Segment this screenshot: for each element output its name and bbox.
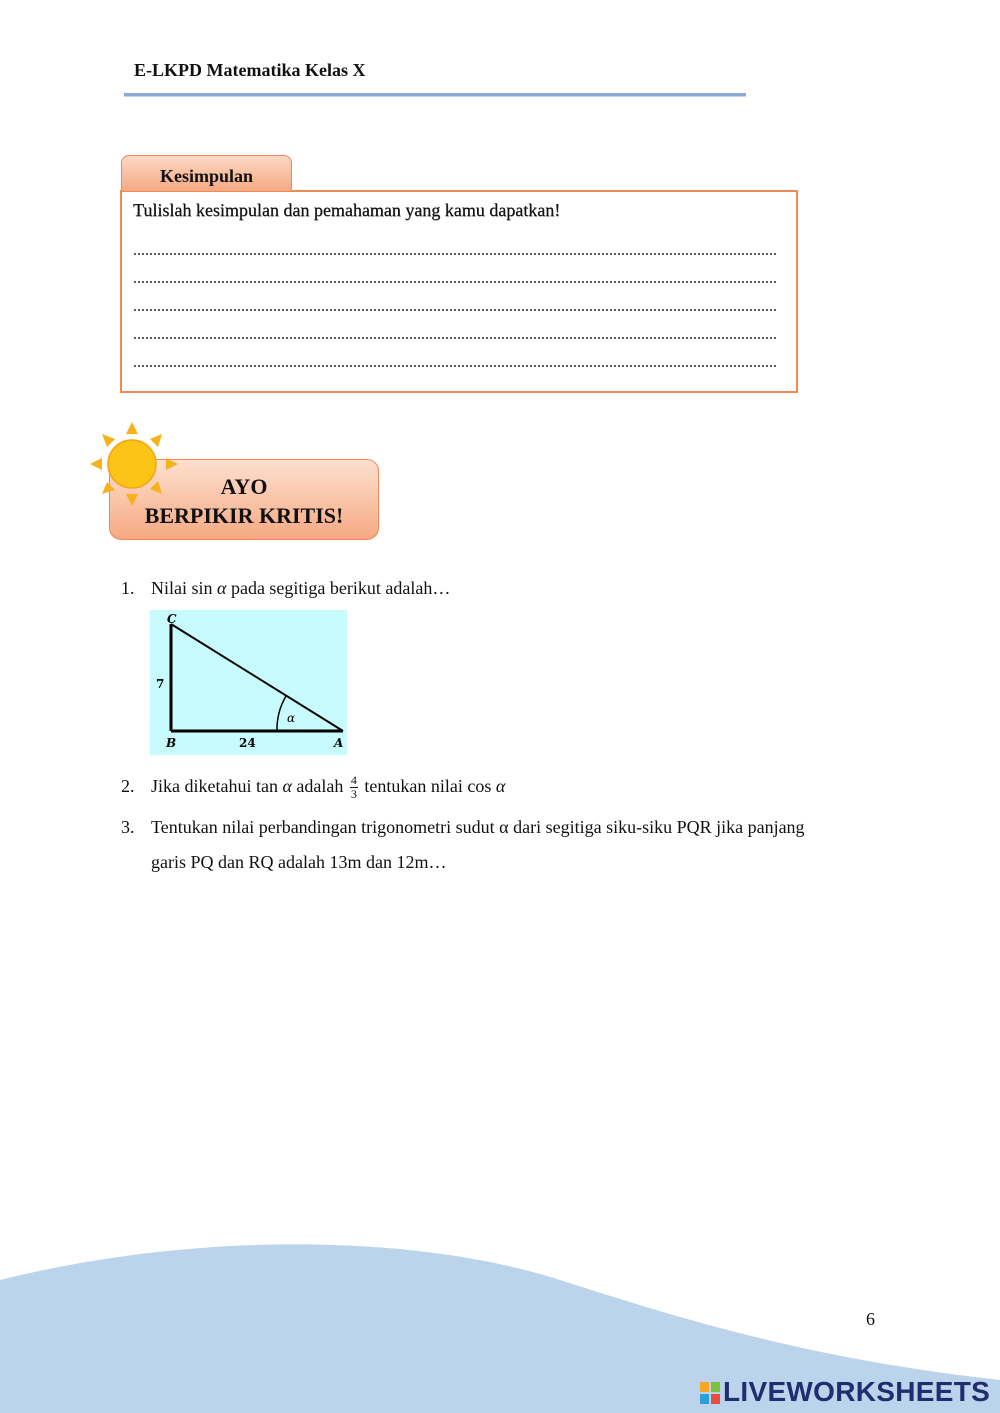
sun-icon <box>88 420 180 512</box>
kesimpulan-prompt: Tulislah kesimpulan dan pemahaman yang kamu dapatkan! <box>133 200 561 220</box>
question-number: 3. <box>121 817 135 837</box>
answer-line[interactable] <box>133 365 778 367</box>
answer-line[interactable] <box>133 281 778 283</box>
document-header-title: E-LKPD Matematika Kelas X <box>134 60 366 80</box>
header-divider <box>124 93 746 96</box>
banner-line-1: AYO <box>220 474 268 499</box>
question-text-line-2: garis PQ dan RQ adalah 13m dan 12m… <box>151 852 447 872</box>
banner-line-2: BERPIKIR KRITIS! <box>144 503 344 528</box>
vertex-c-label: C <box>167 612 177 626</box>
question-text: Jika diketahui tan α adalah $\frac{4}{3}$ tentukan nilai cos α <box>151 773 506 802</box>
side-cb-label: 7 <box>156 677 165 691</box>
vertex-b-label: B <box>166 736 177 750</box>
answer-line[interactable] <box>133 253 778 255</box>
page-number: 6 <box>866 1309 875 1329</box>
fraction: $\frac{4}{3}$ <box>350 773 357 802</box>
answer-line[interactable] <box>133 337 778 339</box>
kesimpulan-tab: Kesimpulan <box>121 155 292 191</box>
answer-line[interactable] <box>133 309 778 311</box>
question-number: 2. <box>121 776 135 796</box>
liveworksheets-brand-icon <box>700 1382 720 1404</box>
right-triangle-figure <box>150 610 347 755</box>
question-3 <box>0 814 1000 878</box>
question-text: Nilai sin α pada segitiga berikut adalah… <box>151 578 451 598</box>
angle-alpha-label: α <box>287 711 296 725</box>
vertex-a-label: A <box>334 736 344 750</box>
question-text-line-1: Tentukan nilai perbandingan trigonometri sudut α dari segitiga siku-siku PQR jika panjang <box>151 817 805 837</box>
question-1 <box>0 575 1000 601</box>
question-2 <box>0 772 1000 806</box>
brand-text: LIVEWORKSHEETS <box>723 1376 991 1407</box>
question-number: 1. <box>121 578 135 598</box>
liveworksheets-logo[interactable] <box>700 1376 990 1408</box>
side-ba-label: 24 <box>239 736 256 750</box>
